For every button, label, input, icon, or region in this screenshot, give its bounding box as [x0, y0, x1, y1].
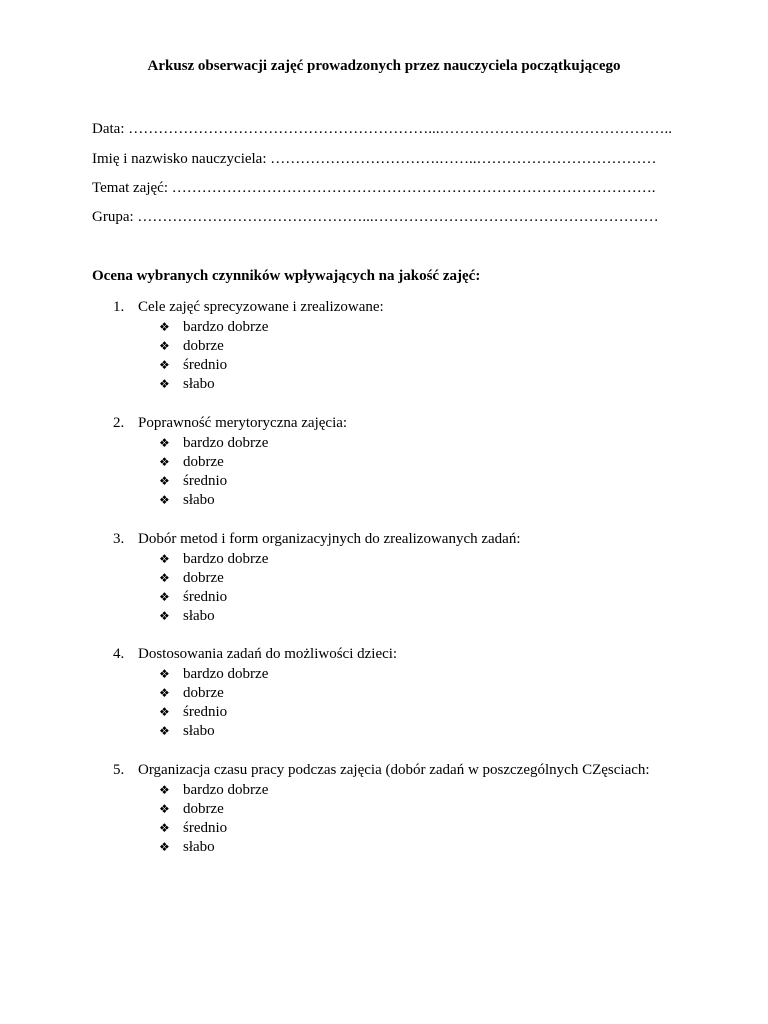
- option-item: [0, 491, 768, 510]
- diamond-star-icon: ❖: [159, 724, 170, 739]
- option-label: dobrze: [183, 684, 224, 701]
- option-item: [0, 375, 768, 394]
- option-item: [0, 665, 768, 684]
- option-item: [0, 800, 768, 819]
- question-number: 1.: [113, 299, 125, 315]
- diamond-star-icon: ❖: [159, 454, 170, 469]
- question-number: 2.: [113, 415, 125, 431]
- option-item: [0, 684, 768, 703]
- diamond-star-icon: ❖: [159, 377, 170, 392]
- diamond-star-icon: ❖: [159, 685, 170, 700]
- diamond-star-icon: ❖: [159, 705, 170, 720]
- option-item: [0, 838, 768, 857]
- question-number: 4.: [113, 646, 125, 662]
- diamond-star-icon: ❖: [159, 570, 170, 585]
- diamond-star-icon: ❖: [159, 782, 170, 797]
- option-list: [0, 434, 768, 511]
- diamond-star-icon: ❖: [159, 338, 170, 353]
- section-heading: Ocena wybranych czynników wpływających na jakość zajęć:: [92, 268, 481, 284]
- diamond-star-icon: ❖: [159, 435, 170, 450]
- option-item: [0, 356, 768, 375]
- question-number: 3.: [113, 531, 125, 547]
- option-list: [0, 550, 768, 627]
- option-item: [0, 569, 768, 588]
- teacher-name-field: Imię i nazwisko nauczyciela: …………………………….……..………………………………: [92, 151, 657, 167]
- diamond-star-icon: ❖: [159, 590, 170, 605]
- option-label: dobrze: [183, 453, 224, 470]
- option-label: dobrze: [183, 337, 224, 354]
- option-label: bardzo dobrze: [183, 434, 269, 451]
- option-item: [0, 434, 768, 453]
- diamond-star-icon: ❖: [159, 551, 170, 566]
- option-label: średnio: [183, 589, 228, 606]
- diamond-star-icon: ❖: [159, 840, 170, 855]
- option-item: [0, 550, 768, 569]
- option-item: [0, 337, 768, 356]
- lesson-topic-field: Temat zajęć: …………………………………………………………………………………….: [92, 180, 656, 196]
- option-label: słabo: [183, 723, 215, 740]
- document-title: Arkusz obserwacji zajęć prowadzonych przez nauczyciela początkującego: [147, 58, 621, 74]
- option-label: średnio: [183, 820, 228, 837]
- question-number: 5.: [113, 762, 125, 778]
- option-list: [0, 665, 768, 742]
- option-item: [0, 453, 768, 472]
- diamond-star-icon: ❖: [159, 358, 170, 373]
- question-text: Poprawność merytoryczna zajęcia:: [138, 415, 348, 431]
- option-label: średnio: [183, 357, 228, 374]
- option-item: [0, 607, 768, 626]
- option-item: [0, 781, 768, 800]
- option-item: [0, 318, 768, 337]
- option-item: [0, 703, 768, 722]
- option-label: bardzo dobrze: [183, 781, 269, 798]
- diamond-star-icon: ❖: [159, 801, 170, 816]
- question-text: Cele zajęć sprecyzowane i zrealizowane:: [138, 299, 384, 315]
- option-list: [0, 781, 768, 858]
- option-label: bardzo dobrze: [183, 318, 269, 335]
- date-field: Data: ……………………………………………………...………………………………………..: [92, 121, 672, 137]
- option-label: bardzo dobrze: [183, 550, 269, 567]
- option-label: bardzo dobrze: [183, 665, 269, 682]
- option-label: średnio: [183, 704, 228, 721]
- diamond-star-icon: ❖: [159, 474, 170, 489]
- option-label: słabo: [183, 492, 215, 509]
- question-text: Organizacja czasu pracy podczas zajęcia (dobór zadań w poszczególnych CZęsciach:: [138, 762, 650, 778]
- option-label: dobrze: [183, 569, 224, 586]
- option-item: [0, 722, 768, 741]
- question-text: Dostosowania zadań do możliwości dzieci:: [138, 646, 398, 662]
- option-label: średnio: [183, 473, 228, 490]
- option-label: słabo: [183, 839, 215, 856]
- option-item: [0, 588, 768, 607]
- option-label: dobrze: [183, 800, 224, 817]
- diamond-star-icon: ❖: [159, 319, 170, 334]
- group-field: Grupa: ………………………………………...…………………………………………………: [92, 209, 659, 225]
- diamond-star-icon: ❖: [159, 493, 170, 508]
- option-list: [0, 318, 768, 395]
- option-item: [0, 472, 768, 491]
- diamond-star-icon: ❖: [159, 609, 170, 624]
- option-item: [0, 819, 768, 838]
- option-label: słabo: [183, 608, 215, 625]
- option-label: słabo: [183, 376, 215, 393]
- diamond-star-icon: ❖: [159, 821, 170, 836]
- diamond-star-icon: ❖: [159, 666, 170, 681]
- question-text: Dobór metod i form organizacyjnych do zrealizowanych zadań:: [138, 531, 521, 547]
